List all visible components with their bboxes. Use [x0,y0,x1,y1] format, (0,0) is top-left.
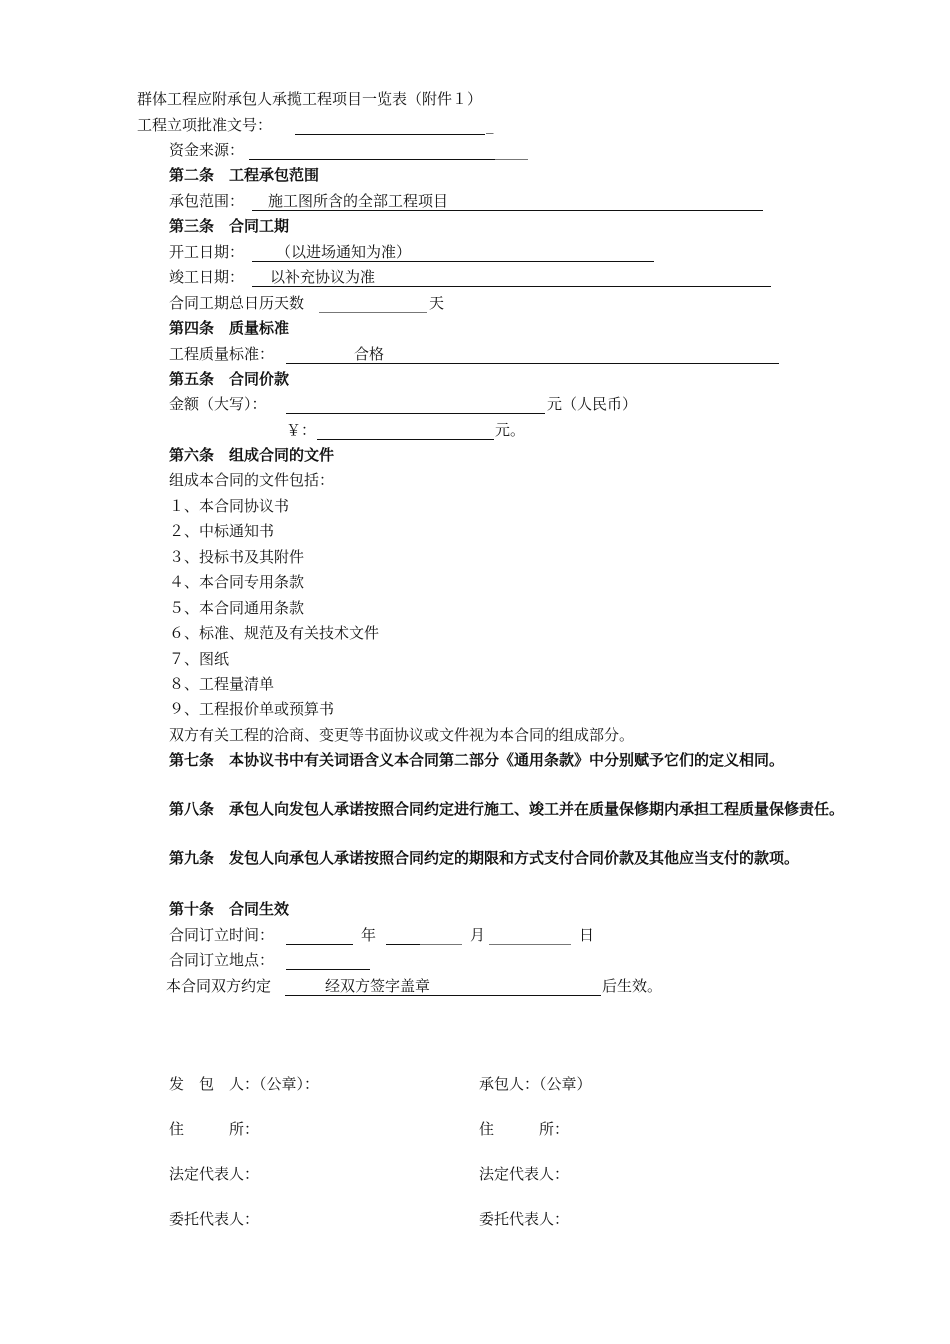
employer-legal-rep-label: 法定代表人： [169,1165,260,1183]
approval-number-tail: _ [486,116,494,134]
article-4-heading: 第四条 质量标准 [169,319,290,337]
sign-day-unit: 日 [579,926,595,944]
sign-day-field [489,925,571,945]
document-item: ８、工程量清单 [169,675,275,693]
document-item: ３、投标书及其附件 [169,548,305,566]
sign-month-field [386,925,420,945]
scope-label: 承包范围： [169,192,245,210]
article-8-text: 第八条 承包人向发包人承诺按照合同约定进行施工、竣工并在质量保修期内承担工程质量保修责任。 [169,800,845,818]
contractor-agent-label: 委托代表人： [479,1210,570,1228]
total-days-label: 合同工期总日历天数 [169,294,305,312]
document-item: ７、图纸 [169,650,230,668]
article-3-heading: 第三条 合同工期 [169,217,290,235]
employer-agent-label: 委托代表人： [169,1210,260,1228]
total-days-unit: 天 [429,294,445,312]
contractor-party-label: 承包人：（公章） [479,1075,592,1093]
sign-month-unit: 月 [470,926,486,944]
article-7-paragraph [137,748,849,773]
document-item: １、本合同协议书 [169,497,290,515]
article-5-heading: 第五条 合同价款 [169,370,290,388]
document-item: ５、本合同通用条款 [169,599,305,617]
employer-address-label: 住 所： [169,1120,260,1138]
employer-party-label: 发 包 人：（公章）： [169,1075,320,1093]
amount-figures-unit: 元。 [495,421,526,439]
appendix-title: 群体工程应附承包人承揽工程项目一览表（附件１） [137,90,483,108]
document-item: ９、工程报价单或预算书 [169,700,335,718]
funds-source-label: 资金来源： [169,141,245,159]
documents-intro: 组成本合同的文件包括： [169,471,335,489]
contractor-legal-rep-label: 法定代表人： [479,1165,570,1183]
scope-value: 施工图所含的全部工程项目 [268,192,449,210]
start-date-label: 开工日期： [169,243,245,261]
contractor-address-label: 住 所： [479,1120,570,1138]
article-2-heading: 第二条 工程承包范围 [169,166,320,184]
quality-value: 合格 [354,345,385,363]
sign-place-field [286,950,370,970]
article-9-paragraph [137,846,849,871]
effect-field [285,976,601,996]
completion-date-field [252,267,771,287]
sign-year-field [286,925,353,945]
sign-date-label: 合同订立时间： [169,926,275,944]
start-date-value: （以进场通知为准） [276,243,412,261]
document-item: ６、标准、规范及有关技术文件 [169,624,380,642]
article-9-text: 第九条 发包人向承包人承诺按照合同约定的期限和方式支付合同价款及其他应当支付的款项。 [169,849,800,867]
amount-figures-field [317,420,494,440]
effect-label: 本合同双方约定 [166,977,272,995]
amount-words-unit: 元（人民币） [547,395,638,413]
article-8-paragraph [137,797,849,822]
approval-number-label: 工程立项批准文号： [137,116,273,134]
quality-field [286,344,779,364]
article-6-heading: 第六条 组成合同的文件 [169,446,335,464]
start-date-field [252,242,654,262]
documents-closing: 双方有关工程的洽商、变更等书面协议或文件视为本合同的组成部分。 [169,726,635,744]
scope-field [252,191,763,211]
approval-number-field [295,115,485,135]
sign-year-unit: 年 [361,926,377,944]
amount-words-field [286,394,545,414]
effect-tail: 后生效。 [602,977,663,995]
document-item: ４、本合同专用条款 [169,573,305,591]
article-10-heading: 第十条 合同生效 [169,900,290,918]
completion-date-value: 以补充协议为准 [270,268,376,286]
funds-source-field [249,140,495,160]
amount-words-label: 金额（大写）： [169,395,267,413]
effect-value: 经双方签字盖章 [325,977,431,995]
quality-label: 工程质量标准： [169,345,275,363]
sign-place-label: 合同订立地点： [169,951,275,969]
document-item: ２、中标通知书 [169,522,275,540]
funds-source-field-extension [495,140,528,160]
article-7-text: 第七条 本协议书中有关词语含义本合同第二部分《通用条款》中分别赋予它们的定义相同。 [169,751,785,769]
amount-figures-label: ￥： [286,421,317,439]
total-days-field [319,293,427,313]
completion-date-label: 竣工日期： [169,268,245,286]
sign-month-field-extension [420,925,462,945]
